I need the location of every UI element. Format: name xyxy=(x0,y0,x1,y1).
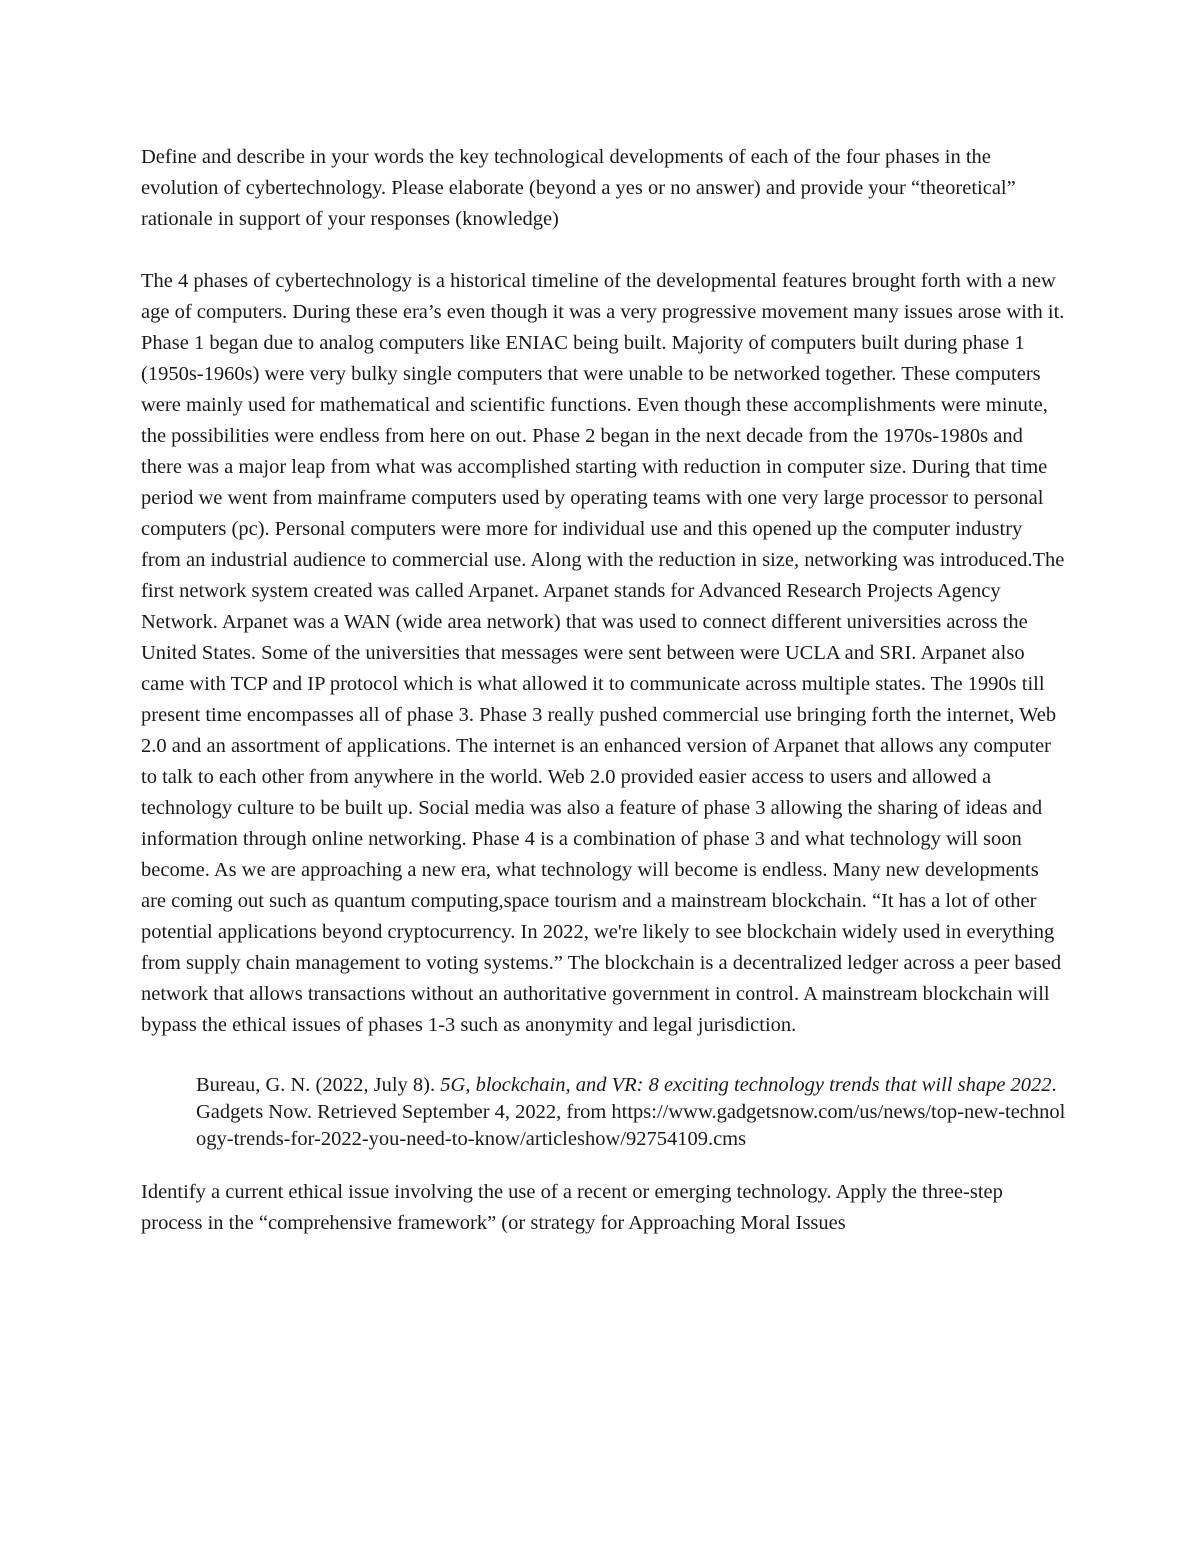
document-body xyxy=(141,142,1066,1270)
citation-author-date: Bureau, G. N. (2022, July 8). xyxy=(196,1074,441,1096)
answer-1-paragraph: The 4 phases of cybertechnology is a historical timeline of the developmental features brought forth with a new age of computers. During these era’s even though it was a very progressive movement many issues arose with it. Phase 1 began due to analog computers like ENIAC being built. Majority of computers built during phase 1 (1950s-1960s) were very bulky single computers that were unable to be networked together. These computers were mainly used for mathematical and scientific functions. Even though these accomplishments were minute, the possibilities were endless from here on out. Phase 2 began in the next decade from the 1970s-1980s and there was a major leap from what was accomplished starting with reduction in computer size. During that time period we went from mainframe computers used by operating teams with one very large processor to personal computers (pc). Personal computers were more for individual use and this opened up the computer industry from an industrial audience to commercial use. Along with the reduction in size, networking was introduced.The first network system created was called Arpanet. Arpanet stands for Advanced Research Projects Agency Network. Arpanet was a WAN (wide area network) that was used to connect different universities across the United States. Some of the universities that messages were sent between were UCLA and SRI. Arpanet also came with TCP and IP protocol which is what allowed it to communicate across multiple states. The 1990s till present time encompasses all of phase 3. Phase 3 really pushed commercial use bringing forth the internet, Web 2.0 and an assortment of applications. The internet is an enhanced version of Arpanet that allows any computer to talk to each other from anywhere in the world. Web 2.0 provided easier access to users and allowed a technology culture to be built up. Social media was also a feature of phase 3 allowing the sharing of ideas and information through online networking. Phase 4 is a combination of phase 3 and what technology will soon become. As we are approaching a new era, what technology will become is endless. Many new developments are coming out such as quantum computing,space tourism and a mainstream blockchain. “It has a lot of other potential applications beyond cryptocurrency. In 2022, we're likely to see blockchain widely used in everything from supply chain management to voting systems.” The blockchain is a decentralized ledger across a peer based network that allows transactions without an authoritative government in control. A mainstream blockchain will bypass the ethical issues of phases 1-3 such as anonymity and legal jurisdiction. xyxy=(141,270,1065,1036)
citation-title: 5G, blockchain, and VR: 8 exciting technology trends that will shape 2022 xyxy=(440,1074,1052,1096)
citation-source: . Gadgets Now. Retrieved September 4, 2022, from xyxy=(196,1074,1057,1123)
question-2-paragraph: Identify a current ethical issue involving the use of a recent or emerging technology. Apply the three-step process in the “comprehensive framework” (or strategy for Approaching Moral Issues xyxy=(141,1181,1003,1234)
question-1-paragraph: Define and describe in your words the key technological developments of each of the four phases in the evolution of cybertechnology. Please elaborate (beyond a yes or no answer) and provide your “theoretical” rationale in support of your responses (knowledge) xyxy=(141,146,1016,230)
reference-citation xyxy=(141,1072,1066,1153)
citation-url: https://www.gadgetsnow.com/us/news/top-new-technology-trends-for-2022-you-need-to-know/articleshow/92754109.cms xyxy=(196,1101,1066,1150)
